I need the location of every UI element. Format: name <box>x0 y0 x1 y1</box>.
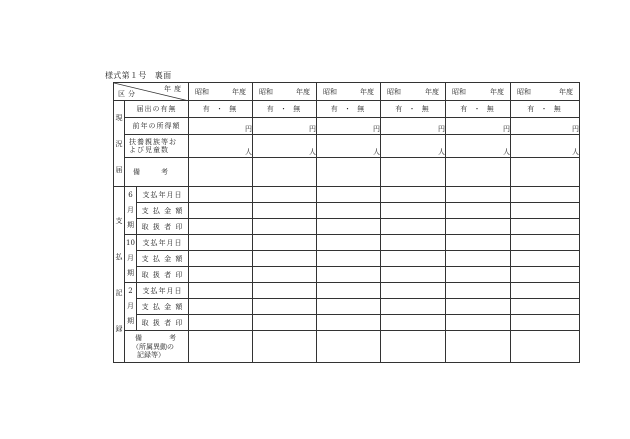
header-row <box>114 83 580 101</box>
payment-record-form <box>113 82 580 363</box>
payment-cell[interactable] <box>317 267 381 283</box>
prior-income-cell[interactable]: 円 <box>381 118 446 135</box>
year-cell[interactable]: 昭和 年度 <box>317 83 381 101</box>
period-june-label: 6 月 期 <box>125 187 137 235</box>
payment-cell[interactable] <box>317 251 381 267</box>
payment-cell[interactable] <box>317 283 381 299</box>
label-dependents: 扶養親族等お よび児童数 <box>125 135 189 158</box>
form-caption: 様式第１号 裏面 <box>105 71 172 80</box>
corner-cell <box>114 83 189 101</box>
row-prior-income <box>114 118 580 135</box>
label-genkyo-remarks: 備 考 <box>125 158 189 187</box>
payment-cell[interactable] <box>381 299 446 315</box>
row-p2-date <box>114 235 580 251</box>
payment-cell[interactable] <box>189 235 253 251</box>
payment-cell[interactable] <box>189 251 253 267</box>
payment-cell[interactable] <box>317 187 381 203</box>
dependents-cell[interactable]: 人 <box>317 135 381 158</box>
year-cell[interactable]: 昭和 年度 <box>446 83 511 101</box>
payment-cell[interactable] <box>253 299 317 315</box>
payment-cell[interactable] <box>189 267 253 283</box>
payment-cell[interactable] <box>253 219 317 235</box>
label-payment-amount: 支 払 金 額 <box>137 203 189 219</box>
payment-cell[interactable] <box>317 299 381 315</box>
payment-cell[interactable] <box>446 187 511 203</box>
payment-cell[interactable] <box>446 315 511 331</box>
period-february-label: 2 月 期 <box>125 283 137 331</box>
filing-status-cell[interactable]: 有 ・ 無 <box>381 101 446 118</box>
payment-cell[interactable] <box>511 203 580 219</box>
label-payment-amount: 支 払 金 額 <box>137 251 189 267</box>
label-prior-income: 前年の所得額 <box>125 118 189 135</box>
label-payment-amount: 支 払 金 額 <box>137 299 189 315</box>
section-shiharai-label: 支 払 記 録 <box>114 187 125 363</box>
year-cell[interactable]: 昭和 年度 <box>253 83 317 101</box>
shiharai-remarks-cell[interactable] <box>317 331 381 363</box>
payment-cell[interactable] <box>511 267 580 283</box>
period-october-label: 10 月 期 <box>125 235 137 283</box>
filing-status-cell[interactable]: 有 ・ 無 <box>511 101 580 118</box>
shiharai-remarks-cell[interactable] <box>511 331 580 363</box>
payment-cell[interactable] <box>253 203 317 219</box>
corner-label-category: 区分 <box>118 90 138 98</box>
payment-cell[interactable] <box>446 219 511 235</box>
payment-cell[interactable] <box>511 299 580 315</box>
filing-status-cell[interactable]: 有 ・ 無 <box>253 101 317 118</box>
label-payment-date: 支払年月日 <box>137 235 189 251</box>
dependents-cell[interactable]: 人 <box>511 135 580 158</box>
genkyo-remarks-cell[interactable] <box>189 158 253 187</box>
label-payment-date: 支払年月日 <box>137 283 189 299</box>
payment-cell[interactable] <box>446 235 511 251</box>
row-dependents <box>114 135 580 158</box>
payment-cell[interactable] <box>381 235 446 251</box>
payment-cell[interactable] <box>189 203 253 219</box>
label-filing-status: 届出の有無 <box>125 101 189 118</box>
shiharai-remarks-cell[interactable] <box>189 331 253 363</box>
payment-cell[interactable] <box>189 283 253 299</box>
label-handler-seal: 取 扱 者 印 <box>137 267 189 283</box>
payment-cell[interactable] <box>317 235 381 251</box>
prior-income-cell[interactable]: 円 <box>253 118 317 135</box>
payment-cell[interactable] <box>189 219 253 235</box>
payment-cell[interactable] <box>317 315 381 331</box>
genkyo-remarks-cell[interactable] <box>381 158 446 187</box>
corner-label-year: 年度 <box>164 85 185 93</box>
payment-cell[interactable] <box>381 315 446 331</box>
payment-cell[interactable] <box>189 187 253 203</box>
payment-cell[interactable] <box>511 251 580 267</box>
payment-cell[interactable] <box>381 187 446 203</box>
filing-status-cell[interactable]: 有 ・ 無 <box>317 101 381 118</box>
year-cell[interactable]: 昭和 年度 <box>189 83 253 101</box>
row-p3-amount <box>114 299 580 315</box>
payment-cell[interactable] <box>253 315 317 331</box>
label-payment-date: 支払年月日 <box>137 187 189 203</box>
genkyo-remarks-cell[interactable] <box>446 158 511 187</box>
genkyo-remarks-cell[interactable] <box>511 158 580 187</box>
year-cell[interactable]: 昭和 年度 <box>511 83 580 101</box>
row-p2-amount <box>114 251 580 267</box>
label-handler-seal: 取 扱 者 印 <box>137 219 189 235</box>
genkyo-remarks-cell[interactable] <box>253 158 317 187</box>
row-p1-amount <box>114 203 580 219</box>
dependents-cell[interactable]: 人 <box>253 135 317 158</box>
section-genkyo-label: 現 況 届 <box>114 101 125 187</box>
prior-income-cell[interactable]: 円 <box>317 118 381 135</box>
row-p2-seal <box>114 267 580 283</box>
payment-cell[interactable] <box>253 267 317 283</box>
payment-cell[interactable] <box>446 299 511 315</box>
payment-cell[interactable] <box>446 251 511 267</box>
genkyo-remarks-cell[interactable] <box>317 158 381 187</box>
payment-cell[interactable] <box>446 283 511 299</box>
payment-cell[interactable] <box>446 267 511 283</box>
payment-cell[interactable] <box>317 203 381 219</box>
row-shiharai-remarks <box>114 331 580 363</box>
payment-cell[interactable] <box>511 283 580 299</box>
row-p3-date <box>114 283 580 299</box>
shiharai-remarks-cell[interactable] <box>381 331 446 363</box>
payment-cell[interactable] <box>381 251 446 267</box>
dependents-cell[interactable]: 人 <box>189 135 253 158</box>
shiharai-remarks-cell[interactable] <box>253 331 317 363</box>
filing-status-cell[interactable]: 有 ・ 無 <box>189 101 253 118</box>
payment-cell[interactable] <box>511 235 580 251</box>
payment-cell[interactable] <box>253 187 317 203</box>
payment-cell[interactable] <box>511 315 580 331</box>
prior-income-cell[interactable]: 円 <box>511 118 580 135</box>
dependents-cell[interactable]: 人 <box>381 135 446 158</box>
payment-cell[interactable] <box>317 219 381 235</box>
year-cell[interactable]: 昭和 年度 <box>381 83 446 101</box>
row-genkyo-remarks <box>114 158 580 187</box>
row-p1-seal <box>114 219 580 235</box>
payment-cell[interactable] <box>446 203 511 219</box>
prior-income-cell[interactable]: 円 <box>189 118 253 135</box>
label-handler-seal: 取 扱 者 印 <box>137 315 189 331</box>
row-p1-date <box>114 187 580 203</box>
filing-status-cell[interactable]: 有 ・ 無 <box>446 101 511 118</box>
payment-cell[interactable] <box>511 187 580 203</box>
row-filing-status <box>114 101 580 118</box>
dependents-cell[interactable]: 人 <box>446 135 511 158</box>
payment-cell[interactable] <box>381 219 446 235</box>
payment-cell[interactable] <box>381 203 446 219</box>
prior-income-cell[interactable]: 円 <box>446 118 511 135</box>
payment-cell[interactable] <box>381 267 446 283</box>
row-p3-seal <box>114 315 580 331</box>
payment-cell[interactable] <box>511 219 580 235</box>
payment-cell[interactable] <box>189 315 253 331</box>
payment-cell[interactable] <box>253 283 317 299</box>
shiharai-remarks-cell[interactable] <box>446 331 511 363</box>
payment-cell[interactable] <box>253 235 317 251</box>
payment-cell[interactable] <box>381 283 446 299</box>
label-shiharai-remarks: 備 考 （所属異動の 記録等） <box>125 331 189 363</box>
payment-cell[interactable] <box>189 299 253 315</box>
payment-cell[interactable] <box>253 251 317 267</box>
